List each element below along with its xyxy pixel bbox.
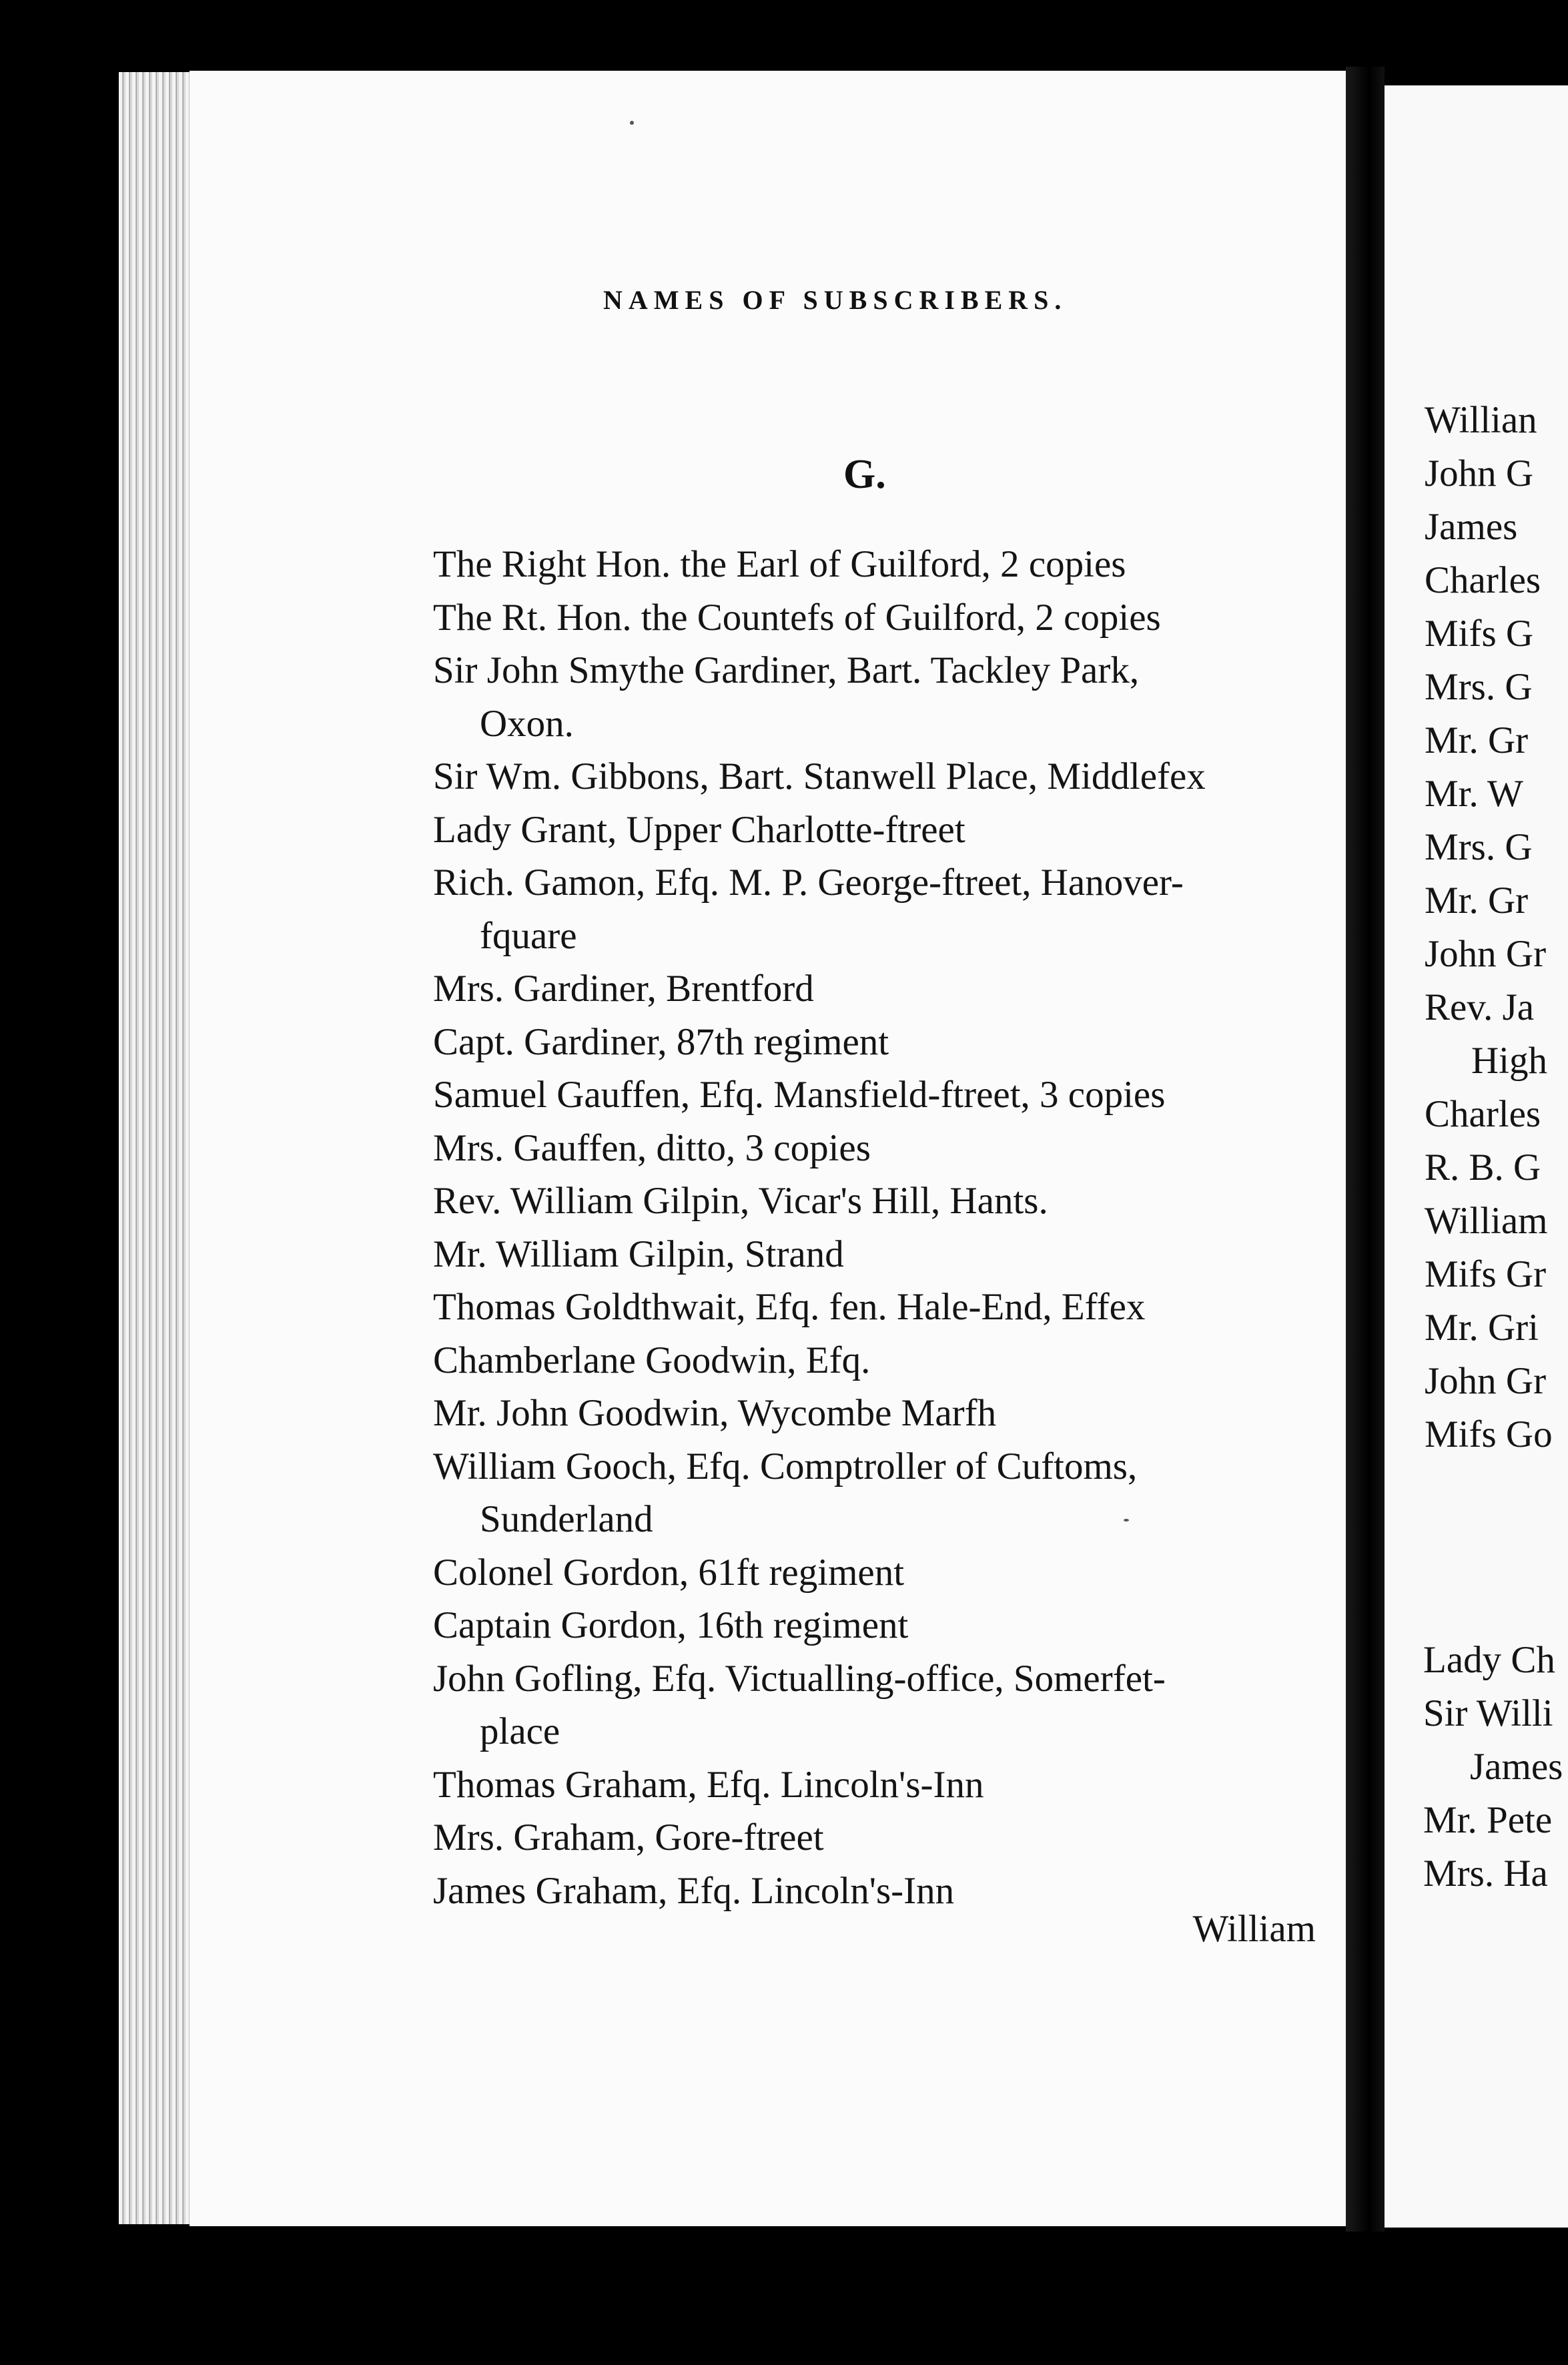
- page-edges: [119, 72, 191, 2224]
- subscriber-entry: [433, 856, 1346, 962]
- subscriber-entry: [433, 1174, 1346, 1228]
- ink-speck: [630, 121, 634, 125]
- right-entry-line: Mifs Gr: [1425, 1253, 1547, 1295]
- right-entry-line: William: [1425, 1200, 1548, 1242]
- book-gutter: [1346, 67, 1385, 2232]
- entry-line: Colonel Gordon, 61ft regiment: [433, 1551, 905, 1594]
- right-entry-line: High: [1471, 1040, 1547, 1082]
- subscriber-entry: [433, 1440, 1346, 1546]
- subscriber-entry: [433, 1068, 1346, 1122]
- entry-continuation: Sunderland: [480, 1498, 653, 1540]
- right-entry-line: John Gr: [1425, 1360, 1547, 1402]
- right-entry-line: John G: [1425, 452, 1534, 494]
- subscriber-entry: [433, 591, 1346, 645]
- subscriber-entry: [433, 1599, 1346, 1652]
- entry-line: The Right Hon. the Earl of Guilford, 2 copies: [433, 543, 1126, 585]
- subscriber-entry: [433, 1281, 1346, 1334]
- subscriber-entry: [433, 1334, 1346, 1387]
- entry-line: Mrs. Gardiner, Brentford: [433, 968, 814, 1010]
- right-entry-line: Mrs. G: [1425, 826, 1533, 868]
- entry-line: Rev. William Gilpin, Vicar's Hill, Hants.: [433, 1180, 1048, 1222]
- entry-line: Sir John Smythe Gardiner, Bart. Tackley Park,: [433, 649, 1140, 691]
- right-entry-line: Mr. Pete: [1423, 1799, 1553, 1841]
- entry-line: Mrs. Graham, Gore-ftreet: [433, 1816, 824, 1859]
- entry-line: Rich. Gamon, Efq. M. P. George-ftreet, Hanover-: [433, 862, 1184, 904]
- subscriber-entry: [433, 1122, 1346, 1175]
- right-entry-line: Lady Ch: [1423, 1639, 1555, 1681]
- right-entry-line: Mifs Go: [1425, 1413, 1553, 1455]
- subscriber-entry: [433, 750, 1346, 803]
- right-entry-line: Mr. Gri: [1425, 1307, 1539, 1349]
- running-head: NAMES OF SUBSCRIBERS.: [603, 285, 1068, 315]
- entry-line: Thomas Graham, Efq. Lincoln's-Inn: [433, 1763, 984, 1806]
- subscriber-entry: [433, 1811, 1346, 1865]
- right-entry-line: James: [1425, 506, 1518, 548]
- entry-line: Sir Wm. Gibbons, Bart. Stanwell Place, Middlefex: [433, 755, 1206, 797]
- right-entry-line: Mrs. G: [1425, 666, 1533, 708]
- right-entry-line: Mr. Gr: [1425, 880, 1529, 922]
- section-letter: G.: [843, 452, 886, 497]
- entry-continuation: place: [480, 1710, 560, 1752]
- right-entry-line: Charles: [1425, 559, 1541, 601]
- subscriber-entry: [433, 1016, 1346, 1069]
- right-entry-line: Mr. Gr: [1425, 719, 1529, 761]
- subscriber-entry: [433, 644, 1346, 750]
- right-entry-line: Sir Willi: [1423, 1692, 1553, 1734]
- entry-line: The Rt. Hon. the Countefs of Guilford, 2 copies: [433, 596, 1161, 639]
- entry-continuation: Oxon.: [480, 702, 574, 745]
- right-entry-line: Mrs. Ha: [1423, 1852, 1548, 1895]
- right-page-entries-lower: [1423, 1634, 1568, 1901]
- entry-line: James Graham, Efq. Lincoln's-Inn: [433, 1869, 955, 1912]
- catchword: William: [1192, 1908, 1316, 1950]
- right-entry-line: Mr. W: [1425, 773, 1523, 815]
- entry-line: Mrs. Gauffen, ditto, 3 copies: [433, 1126, 871, 1169]
- subscriber-entry: [433, 803, 1346, 857]
- subscriber-entry: [433, 1652, 1346, 1758]
- entry-line: Thomas Goldthwait, Efq. fen. Hale-End, Effex: [433, 1286, 1146, 1328]
- right-entry-line: Rev. Ja: [1425, 986, 1535, 1028]
- right-page-entries: [1425, 394, 1568, 1461]
- entry-line: Mr. John Goodwin, Wycombe Marfh: [433, 1392, 997, 1434]
- right-entry-line: John Gr: [1425, 933, 1547, 975]
- entry-line: William Gooch, Efq. Comptroller of Cuftoms,: [433, 1445, 1138, 1487]
- entry-line: Capt. Gardiner, 87th regiment: [433, 1020, 889, 1063]
- right-entry-line: R. B. G: [1425, 1146, 1541, 1189]
- entry-line: John Gofling, Efq. Victualling-office, Somerfet-: [433, 1657, 1166, 1700]
- subscriber-entry: [433, 1758, 1346, 1812]
- subscriber-entry: [433, 1546, 1346, 1600]
- entry-continuation: fquare: [480, 914, 577, 957]
- ink-speck: [1124, 1519, 1129, 1522]
- right-page: [1385, 85, 1568, 2228]
- right-entry-line: Mifs G: [1425, 613, 1534, 655]
- subscriber-entry: [433, 962, 1346, 1016]
- subscriber-list: [433, 538, 1346, 1917]
- entry-line: Samuel Gauffen, Efq. Mansfield-ftreet, 3 copies: [433, 1074, 1166, 1116]
- entry-line: Chamberlane Goodwin, Efq.: [433, 1339, 871, 1381]
- subscriber-entry: [433, 1387, 1346, 1440]
- entry-line: Mr. William Gilpin, Strand: [433, 1233, 844, 1275]
- right-entry-line: James: [1470, 1746, 1563, 1788]
- subscriber-entry: [433, 538, 1346, 591]
- entry-line: Captain Gordon, 16th regiment: [433, 1604, 909, 1646]
- left-page: [189, 71, 1346, 2226]
- entry-line: Lady Grant, Upper Charlotte-ftreet: [433, 808, 965, 851]
- right-entry-line: Charles: [1425, 1093, 1541, 1135]
- right-entry-line: Willian: [1425, 399, 1537, 441]
- subscriber-entry: [433, 1228, 1346, 1281]
